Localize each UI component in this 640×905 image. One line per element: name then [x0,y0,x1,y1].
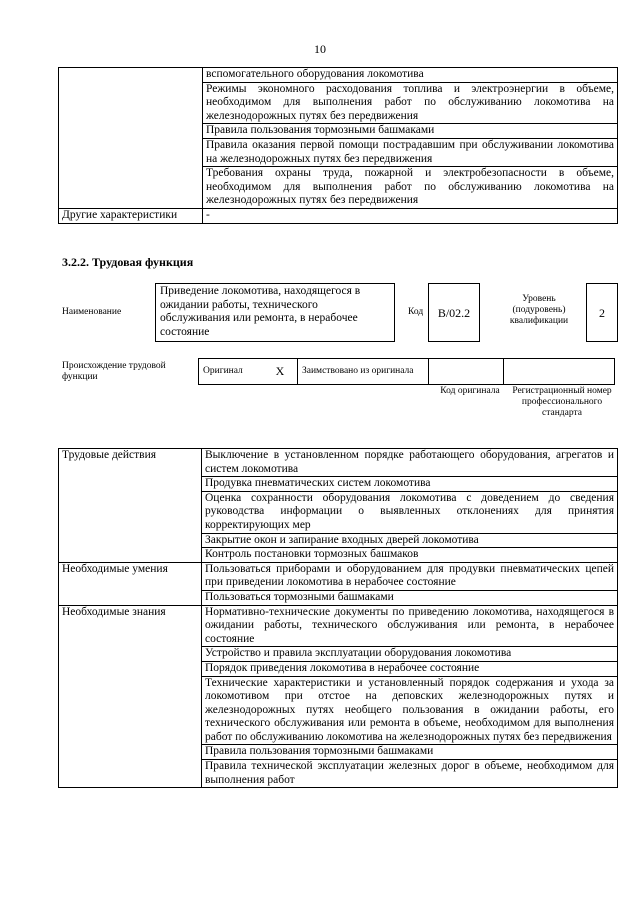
level-label: Уровень (подуровень) квалификации [509,294,569,326]
knowledge-row: Режимы экономного расходования топлива и электроэнергии в объеме, необходимом для выполнения работ по обслуживанию локомотива на железнодорожных путях без передвижения [203,82,618,124]
section-label-knowledge: Необходимые знания [59,605,202,788]
original-label: Оригинал [199,359,264,385]
knowledge-row: Требования охраны труда, пожарной и электробезопасности в объеме, необходимом для выполнения работ по обслуживанию локомотива на железнодорожных путях без передвижения [203,167,618,209]
origin-code-caption: Код оригинала [440,386,500,396]
knowledge-row: Правила оказания первой помощи пострадавшим при обслуживании локомотива на железнодорожных путях без передвижения [203,138,618,166]
original-mark: X [263,359,298,385]
function-name-box: Приведение локомотива, находящегося в ожидании работы, технического обслуживания или ремонта, в нерабочее состояние [155,283,395,342]
other-characteristics-value: - [203,208,618,223]
continuation-table [58,67,618,224]
origin-reg-caption: Регистрационный номер профессионального стандарта [512,386,612,418]
knowledge-row: Правила пользования тормозными башмаками [203,124,618,139]
section-label-actions: Трудовые действия [59,449,202,563]
page-number: 10 [314,42,326,56]
knowledge-item: Технические характеристики и установленный порядок содержания и ухода за локомотивом при отстое на деповских железнодорожных путях и железнодорожных путях необщего пользования в ожидании работы, его технического обслуживания или ремонта в объеме, необходимом для выполнения работ по обслуживанию локомотива на железнодорожных путях без передвижения [202,676,618,745]
other-characteristics-label: Другие характеристики [59,208,203,223]
knowledge-item: Правила технической эксплуатации железных дорог в объеме, необходимом для выполнения работ [202,760,618,788]
function-heading: 3.2.2. Трудовая функция [62,255,194,269]
origin-label: Происхождение трудовой функции [62,361,166,382]
code-label: Код [408,307,424,317]
action-item: Контроль постановки тормозных башмаков [202,548,618,563]
level-box: 2 [586,283,618,342]
skill-item: Пользоваться приборами и оборудованием для продувки пневматических цепей при приведении локомотива в нерабочее состояние [202,562,618,590]
knowledge-item: Порядок приведения локомотива в нерабочее состояние [202,661,618,676]
naming-label: Наименование [62,307,122,317]
knowledge-item: Нормативно-технические документы по приведению локомотива, находящегося в ожидании работы, технического обслуживания или ремонта, в нерабочее состояние [202,605,618,647]
knowledge-row: вспомогательного оборудования локомотива [203,68,618,83]
action-item: Выключение в установленном порядке работающего оборудования, агрегатов и систем локомотива [202,449,618,477]
function-table [58,448,618,788]
origin-reg-cell [504,359,615,385]
continuation-label-cell [59,68,203,209]
knowledge-item: Устройство и правила эксплуатации оборудования локомотива [202,647,618,662]
code-box: B/02.2 [428,283,480,342]
skill-item: Пользоваться тормозными башмаками [202,590,618,605]
action-item: Продувка пневматических систем локомотива [202,477,618,492]
action-item: Закрытие окон и запирание входных дверей локомотива [202,533,618,548]
origin-table [198,358,615,385]
borrowed-label: Заимствовано из оригинала [298,359,429,385]
section-label-skills: Необходимые умения [59,562,202,605]
action-item: Оценка сохранности оборудования локомотива с доведением до сведения руководства информации о выявленных отклонениях для принятия корректирующих мер [202,491,618,533]
origin-code-cell [429,359,504,385]
knowledge-item: Правила пользования тормозными башмаками [202,745,618,760]
